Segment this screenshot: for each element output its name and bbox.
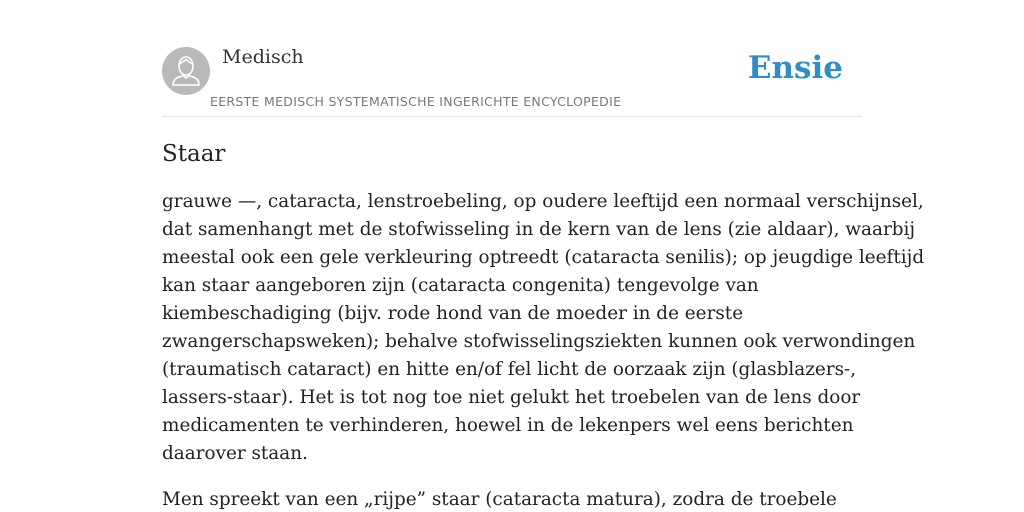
article: [162, 136, 925, 512]
paragraph-line: Men spreekt van een „rijpe” staar (cataracta matura), zodra de troebele: [162, 489, 837, 510]
paragraph-line: zwangerschapsweken); behalve stofwisselingsziekten kunnen ook verwondingen: [162, 331, 916, 352]
paragraph-line: daarover staan.: [162, 443, 308, 464]
paragraph-line: dat samenhangt met de stofwisseling in de kern van de lens (zie aldaar), waarbij: [162, 219, 916, 240]
paragraph-line: kiembeschadiging (bijv. rode hond van de moeder in de eerste: [162, 303, 744, 324]
source-name-link[interactable]: Medisch: [222, 46, 304, 68]
paragraph-line: meestal ook een gele verkleuring optreedt (cataracta senilis); op jeugdige leeftijd: [162, 247, 925, 268]
user-silhouette-icon: [162, 47, 210, 95]
source-subtitle: EERSTE MEDISCH SYSTEMATISCHE INGERICHTE ENCYCLOPEDIE: [210, 94, 622, 109]
ensie-logo-link[interactable]: Ensie: [747, 50, 843, 86]
paragraph-line: lassers-staar). Het is tot nog toe niet gelukt het troebelen van de lens door: [162, 387, 861, 408]
paragraph-line: kan staar aangeboren zijn (cataracta congenita) tengevolge van: [162, 275, 759, 296]
paragraph-line: (traumatisch cataract) en hitte en/of fel licht de oorzaak zijn (glasblazers-,: [162, 359, 857, 380]
article-paragraph-1: [162, 188, 925, 468]
paragraph-line: medicamenten te verhinderen, hoewel in de lekenpers wel eens berichten: [162, 415, 854, 436]
source-header: [162, 0, 862, 117]
paragraph-line: grauwe —, cataracta, lenstroebeling, op oudere leeftijd een normaal verschijnsel,: [162, 191, 924, 212]
article-title: Staar: [162, 141, 226, 167]
article-paragraph-2: [162, 486, 866, 512]
source-avatar[interactable]: [162, 47, 210, 95]
